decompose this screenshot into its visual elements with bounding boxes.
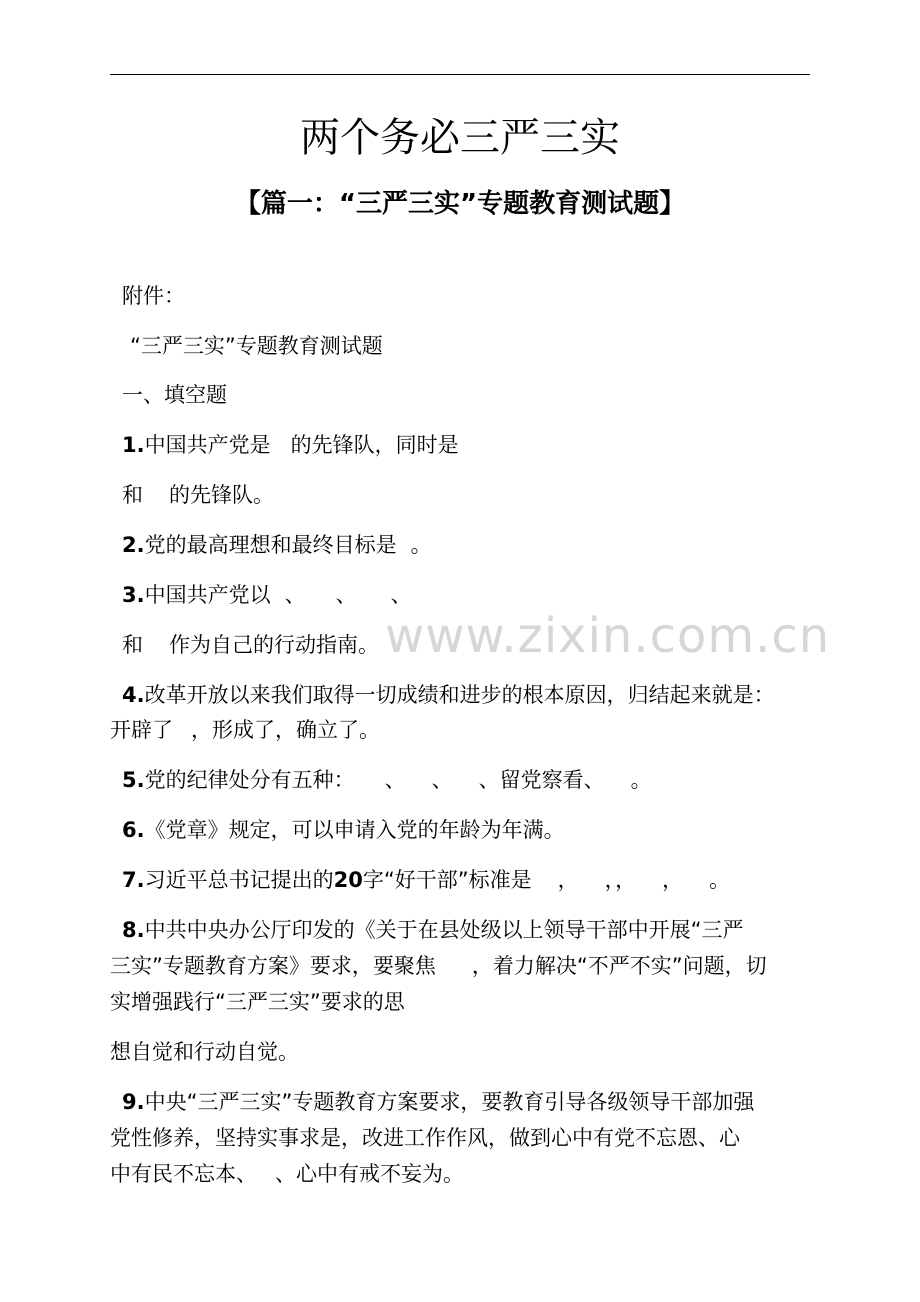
question-text: 和 (122, 633, 143, 657)
question-9-line-1 (122, 1085, 754, 1119)
question-number: 6. (122, 818, 145, 842)
question-2 (122, 528, 432, 562)
question-text: 、留党察看、 (478, 768, 605, 792)
question-text: 。 (410, 533, 432, 557)
question-1-line-1 (122, 428, 459, 462)
attachment-label: 附件： (122, 284, 185, 308)
question-7 (122, 863, 730, 897)
question-number: 8. (122, 918, 145, 942)
blank-separator: ， (557, 868, 579, 892)
question-text: 中国共产党以 (144, 583, 271, 607)
watermark-text: www.zixin.com.cn (385, 608, 831, 664)
question-9-line-2 (110, 1121, 740, 1155)
question-number: 1. (122, 433, 145, 457)
question-text: 的先锋队。 (169, 483, 274, 507)
question-text: 字“好干部”标准是 (362, 868, 532, 892)
question-text: ，着力解决“不严不实”问题，切 (471, 954, 767, 978)
blank-separator: 、 (384, 768, 406, 792)
blank-separator: 、 (335, 583, 357, 607)
question-text: 作为自己的行动指南。 (169, 633, 379, 657)
question-8-line-1 (122, 913, 743, 947)
question-text: 党的纪律处分有五种： (144, 768, 355, 792)
question-text: 党性修养，坚持实事求是，改进工作作风，做到心中有党不忘恩、心 (110, 1126, 740, 1150)
question-text: 三实”专题教育方案》要求，要聚焦 (110, 954, 436, 978)
question-5 (122, 763, 652, 797)
question-text: 。 (630, 768, 652, 792)
question-text: 、心中有戒不妄为。 (275, 1162, 464, 1186)
question-4-line-2 (110, 713, 380, 747)
quiz-title: “三严三实”专题教育测试题 (130, 334, 383, 358)
question-text: 开辟了 (110, 718, 173, 742)
question-text: 想自觉和行动自觉。 (110, 1040, 299, 1064)
question-4-line-1 (122, 678, 775, 712)
blank-separator: ， (662, 868, 684, 892)
question-text: 的先锋队，同时是 (290, 433, 459, 457)
question-8-line-3 (110, 985, 405, 1019)
question-number: 2. (122, 533, 145, 557)
question-number: 4. (122, 683, 145, 707)
page-title: 两个务必三严三实 (300, 115, 620, 161)
question-6 (122, 813, 565, 847)
question-text: ，形成了，确立了。 (191, 718, 380, 742)
question-text: 党的最高理想和最终目标是 (144, 533, 397, 557)
question-9-line-3 (110, 1157, 464, 1191)
page-subtitle: 【篇一：“三严三实”专题教育测试题】 (234, 189, 686, 219)
question-text: 实增强践行“三严三实”要求的思 (110, 990, 405, 1014)
blank-separator: 、 (284, 583, 306, 607)
question-number: 9. (122, 1090, 145, 1114)
question-text: 中国共产党是 (144, 433, 271, 457)
question-text: 。 (709, 868, 731, 892)
question-number: 5. (122, 768, 145, 792)
blank-separator: ，， (604, 868, 637, 892)
question-number: 3. (122, 583, 145, 607)
question-text: 中有民不忘本、 (110, 1162, 257, 1186)
header-rule (110, 74, 810, 75)
question-text: 《党章》规定，可以申请入党的年龄为年满。 (144, 818, 565, 842)
blank-separator: 、 (390, 583, 412, 607)
question-text: 20 (333, 868, 363, 892)
question-text: 和 (122, 483, 143, 507)
question-text: 习近平总书记提出的 (144, 868, 334, 892)
question-text: 中共中央办公厅印发的《关于在县处级以上领导干部中开展“三严 (144, 918, 744, 942)
question-text: 中央“三严三实”专题教育方案要求，要教育引导各级领导干部加强 (144, 1090, 755, 1114)
question-number: 7. (122, 868, 145, 892)
question-text: 改革开放以来我们取得一切成绩和进步的根本原因，归结起来就是： (144, 683, 775, 707)
question-3-line-2 (122, 628, 379, 662)
question-1-line-2 (122, 478, 274, 512)
section-heading: 一、填空题 (122, 383, 227, 407)
question-8-line-2 (110, 949, 767, 983)
blank-separator: 、 (431, 768, 453, 792)
question-8-line-4 (110, 1035, 299, 1069)
question-3-line-1 (122, 578, 412, 612)
